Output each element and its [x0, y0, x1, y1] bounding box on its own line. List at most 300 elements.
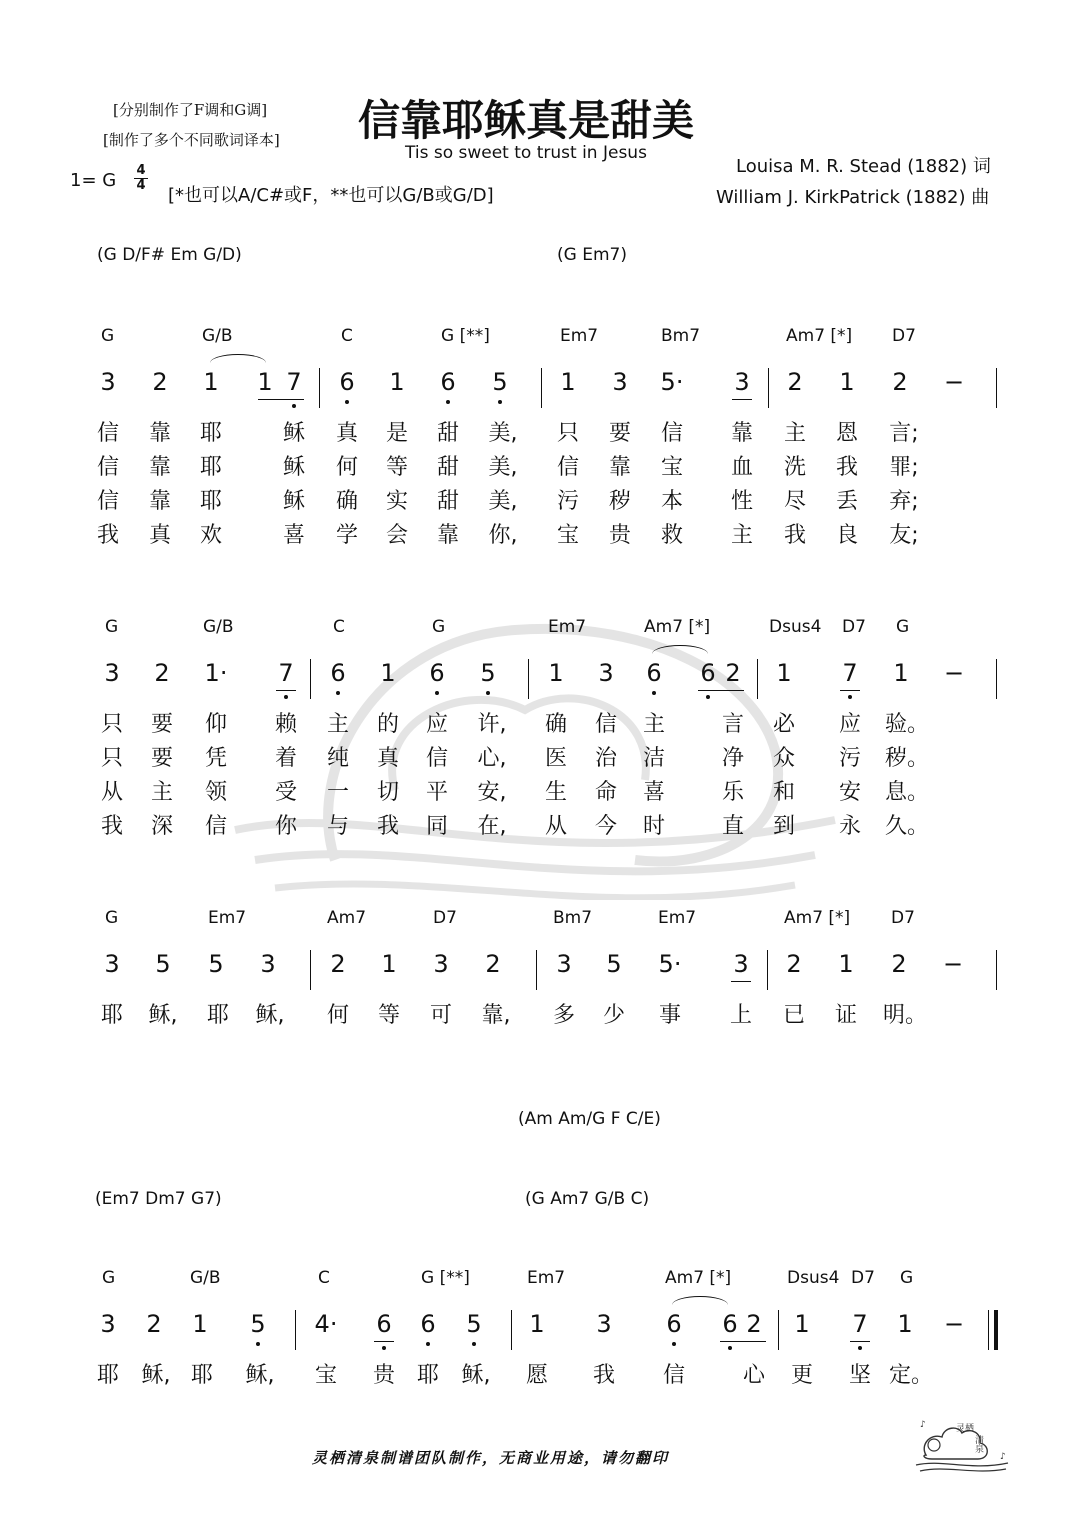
- lyric-line-verse-4: [0, 518, 1080, 548]
- lyric-char: 我: [100, 814, 123, 839]
- lyric-char: 美,: [488, 421, 518, 446]
- barline: [319, 368, 320, 408]
- lyric-char: 真: [148, 523, 171, 548]
- low-octave-dot: [382, 1346, 386, 1350]
- lyric-char: 要: [150, 746, 173, 771]
- low-octave-dot: [728, 1346, 732, 1350]
- lyric-char: 弃;: [889, 489, 919, 514]
- lyric-char: 洗: [783, 455, 806, 480]
- note: 3: [598, 659, 614, 687]
- notation-row: [0, 950, 1080, 990]
- lyric-char: 宝: [660, 455, 683, 480]
- lyric-char: 信: [662, 1363, 685, 1388]
- lyric-char: 明。: [883, 1003, 928, 1028]
- lyric-char: 靠: [608, 455, 631, 480]
- lyric-char: 秽。: [885, 746, 930, 771]
- lyric-char: 靠: [148, 455, 171, 480]
- low-octave-dot: [472, 1342, 476, 1346]
- eighth-underline: [731, 981, 751, 982]
- note: 6: [429, 659, 445, 687]
- lyric-char: 信: [594, 712, 617, 737]
- lyric-char: 血: [730, 455, 753, 480]
- note: 3: [104, 950, 120, 978]
- lyric-char: 只: [556, 421, 579, 446]
- eighth-underline: [374, 1341, 394, 1342]
- lyric-char: 确: [335, 489, 358, 514]
- note: 2: [746, 1310, 762, 1338]
- notation-row: [0, 1310, 1080, 1350]
- lyric-char: 本: [660, 489, 683, 514]
- low-octave-dot: [284, 695, 288, 699]
- low-octave-dot: [446, 400, 450, 404]
- lyric-char: 救: [660, 523, 683, 548]
- note: 1: [794, 1310, 810, 1338]
- note: 5: [606, 950, 622, 978]
- barline: [536, 950, 537, 990]
- chord: Am7: [327, 908, 367, 928]
- lyric-char: 坚: [848, 1363, 871, 1388]
- note: 1: [893, 659, 909, 687]
- barline: [310, 659, 311, 699]
- lyric-char: 洁: [642, 746, 665, 771]
- chord: G/B: [203, 617, 234, 637]
- lyric-char: 性: [730, 489, 753, 514]
- lyric-line-final: [0, 1358, 1080, 1388]
- svg-text:♪: ♪: [920, 1420, 926, 1430]
- chord: D7: [433, 908, 457, 928]
- low-octave-dot: [706, 695, 710, 699]
- lyric-char: 验。: [885, 712, 930, 737]
- note: 3: [104, 659, 120, 687]
- chord: G: [900, 1268, 914, 1288]
- note: 1: [897, 1310, 913, 1338]
- barline: [528, 659, 529, 699]
- lyric-char: 稣,: [255, 1003, 285, 1028]
- lyric-char: 友;: [889, 523, 919, 548]
- lyric-char: 仰: [204, 712, 227, 737]
- barline: [767, 950, 768, 990]
- lyric-char: 许,: [477, 712, 507, 737]
- chord: Em7: [527, 1268, 566, 1288]
- lyric-char: 耶: [100, 1003, 123, 1028]
- chord-alternative-note: [*也可以A/C#或F，**也可以G/B或G/D]: [168, 185, 494, 206]
- note: 1: [529, 1310, 545, 1338]
- barline: [541, 368, 542, 408]
- lyric-char: 应: [838, 712, 861, 737]
- low-octave-dot: [498, 400, 502, 404]
- note: 6: [666, 1310, 682, 1338]
- eighth-underline: [258, 399, 304, 400]
- lyricist-credit: Louisa M. R. Stead (1882) 词: [736, 156, 991, 177]
- lyric-char: 医: [544, 746, 567, 771]
- low-octave-dot: [672, 1342, 676, 1346]
- lyric-char: 与: [326, 814, 349, 839]
- lyric-char: 甜: [436, 489, 459, 514]
- lyric-char: 甜: [436, 455, 459, 480]
- chord: Em7: [658, 908, 697, 928]
- note: 1: [839, 368, 855, 396]
- lyric-line-chorus: [0, 998, 1080, 1028]
- lyric-char: 少: [602, 1003, 625, 1028]
- lyric-char: 受: [274, 780, 297, 805]
- notation-row: [0, 659, 1080, 699]
- eighth-underline: [276, 690, 296, 691]
- lyric-char: 时: [642, 814, 665, 839]
- note: 5: [480, 659, 496, 687]
- note: 2: [891, 950, 907, 978]
- lyric-char: 我: [376, 814, 399, 839]
- lyric-char: 安: [838, 780, 861, 805]
- lyric-char: 耶: [199, 421, 222, 446]
- barline: [511, 1310, 512, 1350]
- lyric-char: 信: [660, 421, 683, 446]
- eighth-underline: [698, 690, 744, 691]
- chord: Am7 [*]: [644, 617, 711, 637]
- note: 2: [146, 1310, 162, 1338]
- lyric-line-verse-1: [0, 416, 1080, 446]
- low-octave-dot: [486, 691, 490, 695]
- lyric-char: 要: [608, 421, 631, 446]
- lyric-char: 多: [552, 1003, 575, 1028]
- bridge-chords-top: (Am Am/G F C/E): [518, 1109, 661, 1129]
- lyric-line-verse-4: [0, 809, 1080, 839]
- lyric-char: 确: [544, 712, 567, 737]
- lyric-line-verse-1: [0, 707, 1080, 737]
- note: 5: [155, 950, 171, 978]
- lyric-char: 罪;: [889, 455, 919, 480]
- time-signature-bottom: 4: [136, 178, 146, 193]
- chord: G: [101, 326, 115, 346]
- lyric-char: 会: [385, 523, 408, 548]
- lyric-char: 丢: [835, 489, 858, 514]
- lyric-char: 美,: [488, 489, 518, 514]
- lyric-char: 你: [274, 814, 297, 839]
- sustain-dash: −: [944, 659, 965, 687]
- lyric-char: 更: [790, 1363, 813, 1388]
- note: 3: [433, 950, 449, 978]
- chord: C: [341, 326, 353, 346]
- chord: G: [896, 617, 910, 637]
- lyric-char: 切: [376, 780, 399, 805]
- logo-text: 灵栖: [956, 1424, 975, 1434]
- note: 7: [842, 659, 858, 687]
- note: 1: [192, 1310, 208, 1338]
- lyric-char: 主: [730, 523, 753, 548]
- note: 2: [786, 950, 802, 978]
- note: 2: [485, 950, 501, 978]
- lyric-char: 信: [556, 455, 579, 480]
- note: 7: [286, 368, 302, 396]
- chord: D7: [851, 1268, 875, 1288]
- note: 1: [389, 368, 405, 396]
- chord: D7: [891, 908, 915, 928]
- note: 1: [257, 368, 273, 396]
- lyric-char: 言: [721, 712, 744, 737]
- lyric-char: 稣,: [461, 1363, 491, 1388]
- lyric-char: 耶: [96, 1363, 119, 1388]
- lyric-line-verse-3: [0, 775, 1080, 805]
- lyric-char: 命: [594, 780, 617, 805]
- lyric-char: 稣,: [148, 1003, 178, 1028]
- lyric-char: 耶: [199, 455, 222, 480]
- note: 6: [646, 659, 662, 687]
- low-octave-dot: [292, 404, 296, 408]
- lyric-char: 到: [772, 814, 795, 839]
- chord: Dsus4: [769, 617, 822, 637]
- note: 2: [892, 368, 908, 396]
- note: 1: [548, 659, 564, 687]
- bridge-chords-b: (G Am7 G/B C): [525, 1189, 650, 1209]
- lyric-char: 信: [204, 814, 227, 839]
- chord: Em7: [548, 617, 587, 637]
- lyric-char: 平: [425, 780, 448, 805]
- note: 3: [556, 950, 572, 978]
- lyric-char: 上: [729, 1003, 752, 1028]
- lyric-char: 心,: [477, 746, 507, 771]
- chord: Bm7: [553, 908, 593, 928]
- lyric-char: 甜: [436, 421, 459, 446]
- lyric-char: 何: [326, 1003, 349, 1028]
- note: 3: [100, 368, 116, 396]
- note: 6: [420, 1310, 436, 1338]
- chord: Am7 [*]: [786, 326, 853, 346]
- lyric-line-verse-3: [0, 484, 1080, 514]
- lyric-char: 事: [658, 1003, 681, 1028]
- chord: Em7: [560, 326, 599, 346]
- note: 2: [154, 659, 170, 687]
- lyric-char: 真: [335, 421, 358, 446]
- low-octave-dot: [848, 695, 852, 699]
- lyric-char: 久。: [885, 814, 930, 839]
- lyric-char: 等: [385, 455, 408, 480]
- notation-row: [0, 368, 1080, 408]
- intro-chords-a: (G D/F# Em G/D): [97, 245, 242, 265]
- low-octave-dot: [858, 1346, 862, 1350]
- page-title: 信靠耶稣真是甜美: [358, 96, 695, 145]
- eighth-underline: [850, 1341, 870, 1342]
- sustain-dash: −: [944, 368, 965, 396]
- lyric-char: 一: [326, 780, 349, 805]
- chord: G: [102, 1268, 116, 1288]
- lyric-char: 应: [425, 712, 448, 737]
- lyric-char: 稣: [282, 489, 305, 514]
- note: 1·: [204, 659, 228, 687]
- lyric-char: 净: [721, 746, 744, 771]
- lyric-char: 生: [544, 780, 567, 805]
- note: 5: [250, 1310, 266, 1338]
- lyric-char: 实: [385, 489, 408, 514]
- bridge-chords-a: (Em7 Dm7 G7): [95, 1189, 222, 1209]
- note: 5·: [660, 368, 684, 396]
- chord: G [**]: [421, 1268, 470, 1288]
- note: 3: [100, 1310, 116, 1338]
- eighth-underline: [720, 1341, 766, 1342]
- lyric-char: 永: [838, 814, 861, 839]
- chord: G: [432, 617, 446, 637]
- lyric-char: 只: [100, 746, 123, 771]
- note: 7: [278, 659, 294, 687]
- note: 5: [492, 368, 508, 396]
- lyric-char: 凭: [204, 746, 227, 771]
- lyric-char: 何: [335, 455, 358, 480]
- barline: [996, 950, 997, 990]
- lyric-char: 真: [376, 746, 399, 771]
- lyric-char: 喜: [642, 780, 665, 805]
- chord: Am7 [*]: [665, 1268, 732, 1288]
- time-signature-top: 4: [136, 163, 146, 178]
- barline: [778, 1310, 779, 1350]
- lyric-char: 从: [100, 780, 123, 805]
- lyric-char: 良: [835, 523, 858, 548]
- chord: C: [318, 1268, 330, 1288]
- lyric-char: 已: [782, 1003, 805, 1028]
- chord: Dsus4: [787, 1268, 840, 1288]
- lyric-char: 赖: [274, 712, 297, 737]
- barline: [996, 368, 997, 408]
- chord: G: [105, 908, 119, 928]
- lyric-char: 恩: [835, 421, 858, 446]
- barline: [996, 659, 997, 699]
- eighth-underline: [840, 690, 860, 691]
- lyric-char: 安,: [477, 780, 507, 805]
- note: 3: [260, 950, 276, 978]
- chord: G: [105, 617, 119, 637]
- lyric-char: 稣: [282, 455, 305, 480]
- lyric-char: 耶: [199, 489, 222, 514]
- key-signature: 1= G: [70, 170, 117, 191]
- lyric-char: 主: [150, 780, 173, 805]
- note: 1: [381, 950, 397, 978]
- sheep-logo-icon: [912, 1415, 1012, 1475]
- note: 6: [376, 1310, 392, 1338]
- final-barline-thick: [994, 1310, 998, 1350]
- lyric-char: 我: [592, 1363, 615, 1388]
- note: 6: [330, 659, 346, 687]
- chord: C: [333, 617, 345, 637]
- lyric-char: 靠: [148, 489, 171, 514]
- version-note: [分别制作了F调和G调]: [113, 101, 268, 119]
- note: 2: [725, 659, 741, 687]
- note: 5·: [658, 950, 682, 978]
- note: 1: [776, 659, 792, 687]
- note: 2: [787, 368, 803, 396]
- translation-note: [制作了多个不同歌词译本]: [103, 131, 280, 149]
- lyric-char: 息。: [885, 780, 930, 805]
- barline: [310, 950, 311, 990]
- lyric-char: 证: [834, 1003, 857, 1028]
- lyric-char: 愿: [525, 1363, 548, 1388]
- lyric-char: 尽: [783, 489, 806, 514]
- tie-slur: [210, 354, 266, 363]
- sustain-dash: −: [943, 950, 964, 978]
- sustain-dash: −: [944, 1310, 965, 1338]
- lyric-char: 深: [150, 814, 173, 839]
- note: 3: [596, 1310, 612, 1338]
- lyric-char: 治: [594, 746, 617, 771]
- lyric-char: 乐: [721, 780, 744, 805]
- lyric-char: 秽: [608, 489, 631, 514]
- lyric-char: 定。: [889, 1363, 934, 1388]
- lyric-char: 稣: [282, 421, 305, 446]
- lyric-char: 贵: [608, 523, 631, 548]
- final-barline-thin: [988, 1310, 989, 1350]
- lyric-char: 从: [544, 814, 567, 839]
- eighth-underline: [732, 399, 752, 400]
- low-octave-dot: [435, 691, 439, 695]
- note: 2: [152, 368, 168, 396]
- lyric-char: 我: [835, 455, 858, 480]
- lyric-char: 宝: [314, 1363, 337, 1388]
- lyric-char: 我: [783, 523, 806, 548]
- note: 1: [838, 950, 854, 978]
- low-octave-dot: [345, 400, 349, 404]
- chord: G [**]: [441, 326, 490, 346]
- svg-text:♪: ♪: [1000, 1452, 1006, 1462]
- intro-chords-b: (G Em7): [557, 245, 627, 265]
- chord: D7: [892, 326, 916, 346]
- chord: D7: [842, 617, 866, 637]
- note: 5: [208, 950, 224, 978]
- note: 3: [733, 950, 749, 978]
- lyric-char: 信: [96, 489, 119, 514]
- lyric-char: 和: [772, 780, 795, 805]
- lyric-char: 主: [783, 421, 806, 446]
- chord: G/B: [190, 1268, 221, 1288]
- lyric-char: 只: [100, 712, 123, 737]
- note: 6: [339, 368, 355, 396]
- lyric-char: 欢: [199, 523, 222, 548]
- lyric-char: 靠: [148, 421, 171, 446]
- lyric-char: 今: [594, 814, 617, 839]
- lyric-char: 污: [838, 746, 861, 771]
- lyric-char: 主: [326, 712, 349, 737]
- lyric-char: 信: [425, 746, 448, 771]
- lyric-char: 在,: [477, 814, 507, 839]
- note: 4·: [314, 1310, 338, 1338]
- barline: [757, 659, 758, 699]
- lyric-char: 贵: [372, 1363, 395, 1388]
- lyric-char: 众: [772, 746, 795, 771]
- lyric-char: 耶: [206, 1003, 229, 1028]
- lyric-char: 主: [642, 712, 665, 737]
- lyric-char: 言;: [889, 421, 919, 446]
- lyric-char: 可: [429, 1003, 452, 1028]
- lyric-line-verse-2: [0, 741, 1080, 771]
- note: 3: [612, 368, 628, 396]
- lyric-char: 领: [204, 780, 227, 805]
- lyric-char: 着: [274, 746, 297, 771]
- english-title: Tis so sweet to trust in Jesus: [405, 143, 647, 163]
- lyric-char: 信: [96, 421, 119, 446]
- lyric-char: 稣,: [141, 1363, 171, 1388]
- low-octave-dot: [652, 691, 656, 695]
- note: 3: [734, 368, 750, 396]
- lyric-char: 信: [96, 455, 119, 480]
- chord: Em7: [208, 908, 247, 928]
- lyric-char: 我: [96, 523, 119, 548]
- lyric-char: 的: [376, 712, 399, 737]
- lyric-char: 靠: [730, 421, 753, 446]
- note: 1: [560, 368, 576, 396]
- lyric-char: 你,: [488, 523, 518, 548]
- note: 1: [380, 659, 396, 687]
- note: 1: [203, 368, 219, 396]
- lyric-char: 必: [772, 712, 795, 737]
- low-octave-dot: [256, 1342, 260, 1346]
- note: 6: [700, 659, 716, 687]
- chord: G/B: [202, 326, 233, 346]
- time-signature: [134, 164, 148, 193]
